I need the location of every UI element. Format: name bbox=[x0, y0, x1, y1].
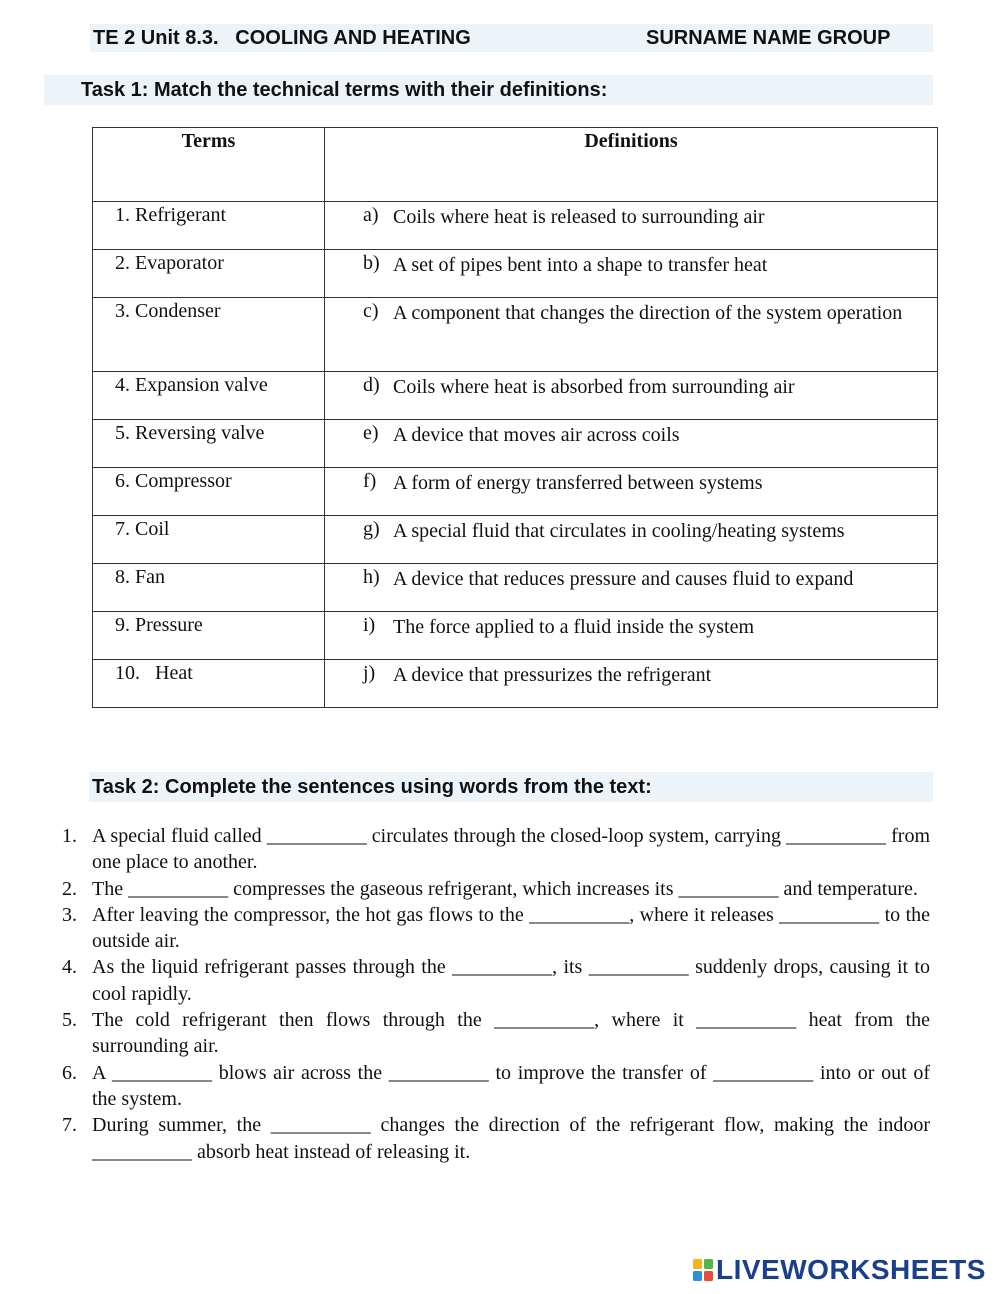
sentence-text: The cold refrigerant then flows through the __________, where it __________ heat from the surrounding air. bbox=[92, 1009, 930, 1058]
list-item bbox=[62, 1112, 930, 1165]
table-row bbox=[93, 564, 938, 612]
sentence-text: The __________ compresses the gaseous refrigerant, which increases its __________ and temperature. bbox=[92, 877, 918, 900]
definition-text: A device that pressurizes the refrigerant bbox=[393, 664, 712, 686]
definition-cell bbox=[325, 420, 938, 468]
definition-letter: d) bbox=[363, 374, 380, 396]
table-row bbox=[93, 372, 938, 420]
sentence-number: 1. bbox=[62, 825, 77, 847]
list-item bbox=[62, 954, 930, 1007]
definition-cell bbox=[325, 564, 938, 612]
table-row bbox=[93, 612, 938, 660]
table-row bbox=[93, 250, 938, 298]
sentence-text: A special fluid called __________ circulates through the closed-loop system, carrying __________ from one place to another. bbox=[92, 825, 930, 874]
worksheet-header bbox=[90, 24, 933, 52]
definition-cell bbox=[325, 372, 938, 420]
sentence-text: During summer, the __________ changes the direction of the refrigerant flow, making the indoor __________ absorb heat instead of releasing it. bbox=[92, 1114, 930, 1163]
term-cell: 4. Expansion valve bbox=[93, 372, 325, 420]
definition-text: The force applied to a fluid inside the system bbox=[393, 616, 755, 638]
table-row bbox=[93, 516, 938, 564]
definition-letter: a) bbox=[363, 204, 379, 226]
definition-text: A device that moves air across coils bbox=[393, 424, 680, 446]
term-cell: 9. Pressure bbox=[93, 612, 325, 660]
definition-cell bbox=[325, 612, 938, 660]
matching-table bbox=[92, 127, 938, 708]
definition-text: A device that reduces pressure and causes fluid to expand bbox=[393, 568, 854, 590]
table-row bbox=[93, 468, 938, 516]
definition-letter: f) bbox=[363, 470, 377, 492]
sentence-number: 4. bbox=[62, 956, 77, 979]
table-row bbox=[93, 660, 938, 708]
sentence-list bbox=[62, 823, 930, 1165]
sentence-number: 3. bbox=[62, 903, 77, 926]
sentence-number: 7. bbox=[62, 1114, 77, 1137]
column-header-terms: Terms bbox=[93, 128, 325, 202]
sentence-number: 6. bbox=[62, 1061, 77, 1084]
list-item bbox=[62, 876, 930, 902]
list-item bbox=[62, 823, 930, 876]
definition-text: A special fluid that circulates in cooling/heating systems bbox=[393, 520, 845, 542]
liveworksheets-logo[interactable] bbox=[692, 1254, 988, 1284]
worksheet-title: TE 2 Unit 8.3. COOLING AND HEATING bbox=[93, 27, 471, 49]
definition-text: A set of pipes bent into a shape to transfer heat bbox=[393, 254, 768, 276]
list-item bbox=[62, 1060, 930, 1113]
definition-letter: g) bbox=[363, 518, 380, 540]
sentence-number: 5. bbox=[62, 1009, 77, 1032]
definition-letter: i) bbox=[363, 614, 376, 636]
task2-instruction: Task 2: Complete the sentences using words from the text: bbox=[92, 776, 652, 798]
table-row bbox=[93, 298, 938, 372]
term-cell: 6. Compressor bbox=[93, 468, 325, 516]
table-row bbox=[93, 202, 938, 250]
definition-text: A form of energy transferred between systems bbox=[393, 472, 763, 494]
term-cell: 10. Heat bbox=[93, 660, 325, 708]
liveworksheets-logo-icon bbox=[692, 1258, 714, 1282]
definition-cell bbox=[325, 516, 938, 564]
table-row bbox=[93, 420, 938, 468]
student-fields-label: SURNAME NAME GROUP bbox=[646, 27, 891, 49]
definition-cell bbox=[325, 660, 938, 708]
term-cell: 2. Evaporator bbox=[93, 250, 325, 298]
column-header-definitions: Definitions bbox=[325, 128, 938, 202]
task2-heading bbox=[89, 772, 933, 802]
sentence-text: After leaving the compressor, the hot gas flows to the __________, where it releases __________ to the outside air. bbox=[92, 903, 930, 953]
term-cell: 8. Fan bbox=[93, 564, 325, 612]
definition-cell bbox=[325, 250, 938, 298]
list-item bbox=[62, 1007, 930, 1060]
logo-text: LIVEWORKSHEETS bbox=[716, 1254, 986, 1285]
definition-letter: e) bbox=[363, 422, 379, 444]
term-cell: 1. Refrigerant bbox=[93, 202, 325, 250]
definition-text: A component that changes the direction of the system operation bbox=[393, 302, 903, 324]
definition-letter: c) bbox=[363, 300, 379, 322]
definition-text: Coils where heat is absorbed from surrounding air bbox=[393, 376, 795, 398]
definition-cell bbox=[325, 468, 938, 516]
task1-instruction: Task 1: Match the technical terms with their definitions: bbox=[81, 79, 608, 101]
definition-letter: j) bbox=[363, 662, 376, 684]
sentence-text: As the liquid refrigerant passes through the __________, its __________ suddenly drops, causing it to cool rapidly. bbox=[92, 956, 930, 1005]
task1-heading bbox=[44, 75, 933, 105]
definition-letter: b) bbox=[363, 252, 380, 274]
term-cell: 3. Condenser bbox=[93, 298, 325, 372]
definition-cell bbox=[325, 298, 938, 372]
definition-letter: h) bbox=[363, 566, 380, 588]
list-item bbox=[62, 902, 930, 955]
sentence-text: A __________ blows air across the __________ to improve the transfer of __________ into or out of the system. bbox=[92, 1061, 930, 1110]
term-cell: 7. Coil bbox=[93, 516, 325, 564]
term-cell: 5. Reversing valve bbox=[93, 420, 325, 468]
sentence-number: 2. bbox=[62, 877, 77, 900]
definition-cell bbox=[325, 202, 938, 250]
definition-text: Coils where heat is released to surrounding air bbox=[393, 206, 765, 228]
